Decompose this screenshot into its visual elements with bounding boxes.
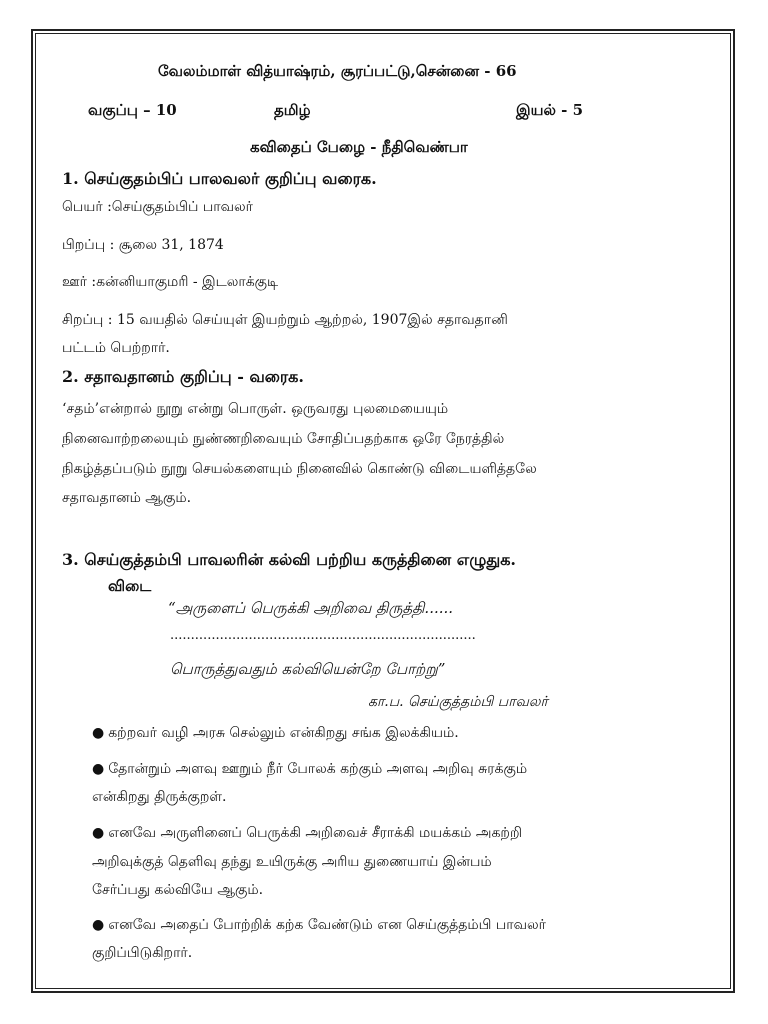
poem-line-2: .......................................................................... xyxy=(170,628,476,643)
q1-place: ஊர் :கன்னியாகுமரி - இடலாக்குடி xyxy=(62,274,279,290)
class-label: வகுப்பு – 10 xyxy=(88,101,177,119)
q3-question: 3. செய்குத்தம்பி பாவலரின் கல்வி பற்றிய கருத்தினை எழுதுக. xyxy=(62,550,516,569)
q1-special-2: பட்டம் பெற்றார். xyxy=(62,340,170,356)
lesson-title: கவிதைப் பேழை - நீதிவெண்பா xyxy=(250,138,468,156)
bullet-item-1 xyxy=(92,723,459,743)
q1-question: 1. செய்குதம்பிப் பாலவலர் குறிப்பு வரைக. xyxy=(62,169,377,188)
poem-line-3: பொருத்துவதும் கல்வியென்றே போற்று” xyxy=(170,660,446,678)
q2-line-2: நினைவாற்றலையும் நுண்ணறிவையும் சோதிப்பதற்காக ஒரே நேரத்தில் xyxy=(62,431,505,447)
bullet-item-3-cont-1: அறிவுக்குத் தெளிவு தந்து உயிருக்கு அரிய துணையாய் இன்பம் xyxy=(92,854,492,870)
poem-line-1: “அருளைப் பெருக்கி அறிவை திருத்தி...... xyxy=(168,599,454,617)
bullet-item-2-cont: என்கிறது திருக்குறள். xyxy=(92,789,227,805)
q2-line-3: நிகழ்த்தப்படும் நூறு செயல்களையும் நினைவில் கொண்டு விடையளித்தலே xyxy=(62,461,537,477)
unit-label: இயல் - 5 xyxy=(516,101,584,119)
bullet-icon: ● xyxy=(92,761,105,777)
q2-question: 2. சதாவதானம் குறிப்பு - வரைக. xyxy=(62,367,304,386)
bullet-text: கற்றவர் வழி அரசு செல்லும் என்கிறது சங்க இலக்கியம். xyxy=(108,725,459,741)
bullet-icon: ● xyxy=(92,725,105,741)
answer-label: விடை xyxy=(108,577,152,595)
bullet-item-3-cont-2: சேர்ப்பது கல்வியே ஆகும். xyxy=(92,882,264,898)
bullet-text: எனவே அதைப் போற்றிக் கற்க வேண்டும் என செய்குத்தம்பி பாவலர் xyxy=(108,917,546,933)
bullet-item-2 xyxy=(92,759,527,779)
bullet-item-4-cont: குறிப்பிடுகிறார். xyxy=(92,945,193,961)
bullet-icon: ● xyxy=(92,825,105,841)
q2-line-4: சதாவதானம் ஆகும். xyxy=(62,490,192,506)
bullet-text: தோன்றும் அளவு ஊறும் நீர் போலக் கற்கும் அளவு அறிவு சுரக்கும் xyxy=(108,761,528,777)
poet-credit: கா.ப. செய்குத்தம்பி பாவலர் xyxy=(368,694,548,710)
bullet-text: எனவே அருளினைப் பெருக்கி அறிவைச் சீராக்கி மயக்கம் அகற்றி xyxy=(108,825,522,841)
school-title: வேலம்மாள் வித்யாஷ்ரம், சூரப்பட்டு,சென்னை - 66 xyxy=(158,62,517,80)
bullet-icon: ● xyxy=(92,917,105,933)
bullet-item-4 xyxy=(92,915,546,935)
q1-name: பெயர் :செய்குதம்பிப் பாவலர் xyxy=(62,199,253,215)
bullet-item-3 xyxy=(92,823,522,843)
subject-label: தமிழ் xyxy=(274,101,311,119)
q1-special-1: சிறப்பு : 15 வயதில் செய்யுள் இயற்றும் ஆற்றல், 1907இல் சதாவதானி xyxy=(62,312,508,328)
q2-line-1: ‘சதம்’என்றால் நூறு என்று பொருள். ஒருவரது புலமையையும் xyxy=(62,401,449,417)
q1-birth: பிறப்பு : சூலை 31, 1874 xyxy=(62,237,224,253)
